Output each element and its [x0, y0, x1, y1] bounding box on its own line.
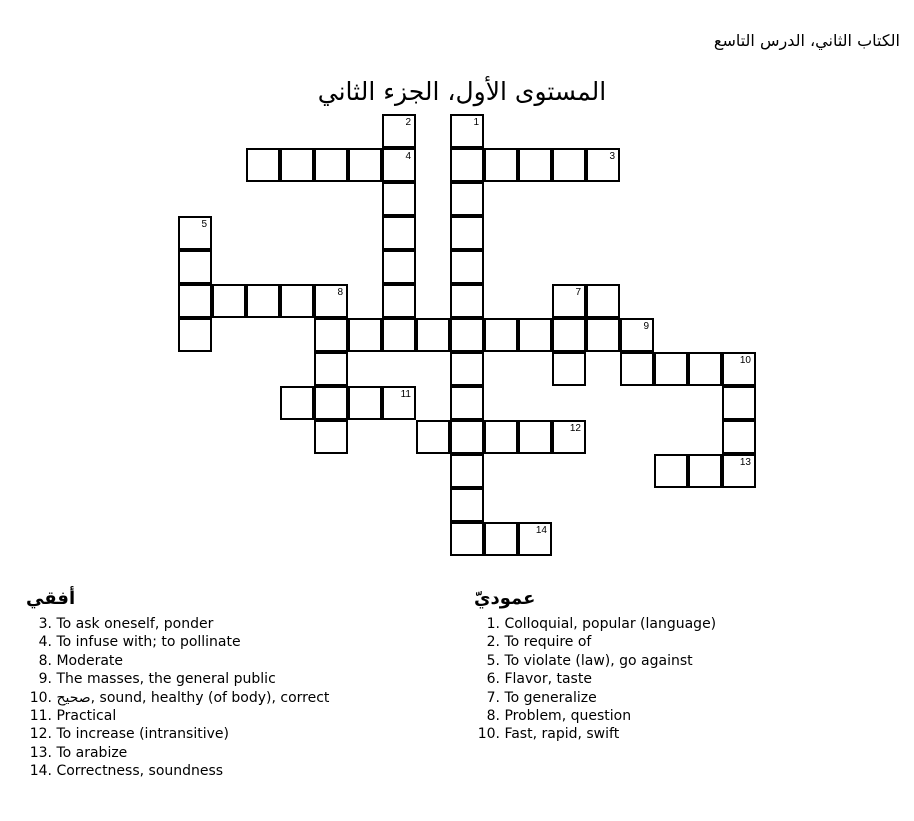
grid-cell[interactable] — [586, 148, 620, 182]
grid-cell[interactable] — [620, 352, 654, 386]
clue-number: 5 — [201, 219, 207, 230]
across-clue: 8. Moderate — [38, 652, 124, 669]
grid-cell[interactable] — [212, 284, 246, 318]
across-clue: 9. The masses, the general public — [38, 671, 276, 688]
grid-cell[interactable] — [450, 386, 484, 420]
grid-cell[interactable] — [314, 386, 348, 420]
grid-cell[interactable] — [416, 318, 450, 352]
grid-cell[interactable] — [722, 352, 756, 386]
grid-cell[interactable] — [450, 318, 484, 352]
down-clue: 7. To generalize — [486, 689, 597, 706]
header-note: الكتاب الثاني، الدرس التاسع — [713, 31, 900, 50]
grid-cell[interactable] — [280, 284, 314, 318]
clue-number: 3 — [609, 151, 615, 162]
grid-cell[interactable] — [484, 148, 518, 182]
grid-cell[interactable] — [722, 420, 756, 454]
grid-cell[interactable] — [348, 318, 382, 352]
grid-cell[interactable] — [416, 420, 450, 454]
grid-cell[interactable] — [586, 318, 620, 352]
across-heading: أفقي — [26, 588, 76, 609]
grid-cell[interactable] — [484, 522, 518, 556]
across-clue-list — [20, 615, 440, 781]
grid-cell[interactable] — [450, 488, 484, 522]
grid-cell[interactable] — [518, 420, 552, 454]
grid-cell[interactable] — [450, 352, 484, 386]
clue-number: 8 — [337, 287, 343, 298]
grid-cell[interactable] — [314, 420, 348, 454]
grid-cell[interactable] — [450, 284, 484, 318]
grid-cell[interactable] — [246, 284, 280, 318]
down-clue: 5. To violate (law), go against — [486, 652, 693, 669]
grid-cell[interactable] — [552, 284, 586, 318]
grid-cell[interactable] — [348, 148, 382, 182]
down-clue: 1. Colloquial, popular (language) — [486, 616, 717, 632]
grid-cell[interactable] — [620, 318, 654, 352]
grid-cell[interactable] — [450, 182, 484, 216]
clue-number: 2 — [405, 117, 411, 128]
clue-number: 10 — [739, 355, 751, 366]
grid-cell[interactable] — [552, 148, 586, 182]
grid-cell[interactable] — [382, 386, 416, 420]
grid-cell[interactable] — [654, 352, 688, 386]
across-clue: 3. To ask oneself, ponder — [38, 616, 214, 632]
down-clue: 8. Problem, question — [486, 708, 632, 725]
down-heading: عموديّ — [474, 588, 536, 609]
grid-cell[interactable] — [586, 284, 620, 318]
grid-cell[interactable] — [178, 284, 212, 318]
grid-cell[interactable] — [450, 454, 484, 488]
grid-cell[interactable] — [178, 318, 212, 352]
grid-cell[interactable] — [280, 386, 314, 420]
grid-cell[interactable] — [314, 148, 348, 182]
grid-cell[interactable] — [518, 318, 552, 352]
grid-cell[interactable] — [654, 454, 688, 488]
grid-cell[interactable] — [552, 318, 586, 352]
grid-cell[interactable] — [382, 182, 416, 216]
grid-cell[interactable] — [314, 352, 348, 386]
across-clue: 13. To arabize — [29, 744, 128, 761]
grid-cell[interactable] — [280, 148, 314, 182]
grid-cell[interactable] — [450, 114, 484, 148]
grid-cell[interactable] — [382, 148, 416, 182]
down-clue-list — [468, 615, 888, 744]
grid-cell[interactable] — [518, 148, 552, 182]
grid-cell[interactable] — [178, 216, 212, 250]
grid-cell[interactable] — [722, 386, 756, 420]
grid-cell[interactable] — [518, 522, 552, 556]
across-clue: 10. صحيح, sound, healthy (of body), correct — [29, 689, 330, 706]
clue-number: 9 — [643, 321, 649, 332]
grid-cell[interactable] — [688, 352, 722, 386]
grid-cell[interactable] — [722, 454, 756, 488]
grid-cell[interactable] — [382, 216, 416, 250]
grid-cell[interactable] — [382, 284, 416, 318]
clue-number: 7 — [575, 287, 581, 298]
across-clue: 4. To infuse with; to pollinate — [38, 634, 241, 651]
clue-number: 11 — [400, 389, 411, 400]
across-clue: 14. Correctness, soundness — [29, 763, 224, 780]
clue-number: 4 — [405, 151, 411, 162]
grid-cell[interactable] — [484, 318, 518, 352]
grid-cell[interactable] — [484, 420, 518, 454]
grid-cell[interactable] — [314, 284, 348, 318]
down-clue: 10. Fast, rapid, swift — [477, 726, 620, 743]
clue-number: 12 — [569, 423, 581, 434]
down-clue: 6. Flavor, taste — [486, 671, 592, 688]
clue-number: 1 — [473, 117, 479, 128]
clue-number: 14 — [535, 525, 547, 536]
grid-cell[interactable] — [688, 454, 722, 488]
grid-cell[interactable] — [552, 420, 586, 454]
grid-cell[interactable] — [246, 148, 280, 182]
grid-cell[interactable] — [450, 148, 484, 182]
grid-cell[interactable] — [382, 250, 416, 284]
grid-cell[interactable] — [552, 352, 586, 386]
grid-cell[interactable] — [450, 522, 484, 556]
grid-cell[interactable] — [382, 318, 416, 352]
across-clue: 11. Practical — [29, 708, 117, 725]
down-clue: 2. To require of — [486, 634, 592, 651]
clue-number: 13 — [739, 457, 751, 468]
grid-cell[interactable] — [450, 250, 484, 284]
grid-cell[interactable] — [348, 386, 382, 420]
grid-cell[interactable] — [450, 420, 484, 454]
grid-cell[interactable] — [314, 318, 348, 352]
page-title: المستوى الأول، الجزء الثاني — [317, 77, 607, 106]
grid-cell[interactable] — [450, 216, 484, 250]
grid-cell[interactable] — [178, 250, 212, 284]
across-clue: 12. To increase (intransitive) — [29, 726, 229, 743]
grid-cell[interactable] — [382, 114, 416, 148]
